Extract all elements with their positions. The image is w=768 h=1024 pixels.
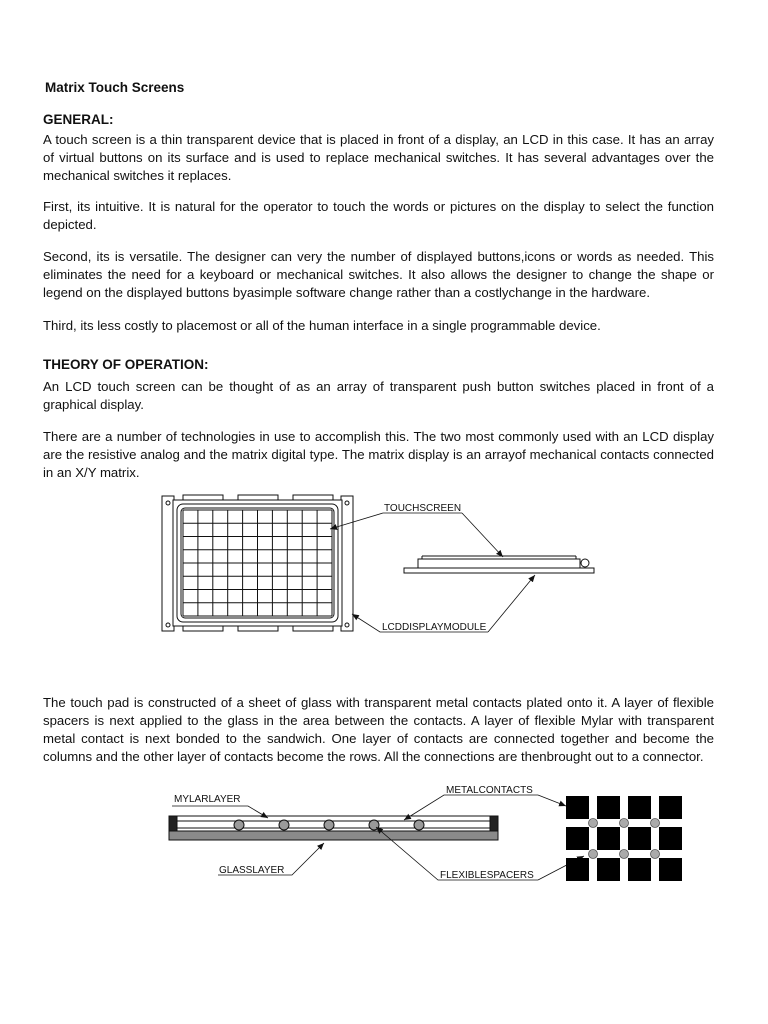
- contact-pad: [597, 827, 620, 850]
- general-paragraph-1: A touch screen is a thin transparent device that is placed in front of a display, an LCD in this case. It has an array of virtual buttons on its surface and is used to replace mechanical switches. It has several advantages over the mechanical switches it replaces.: [43, 132, 714, 183]
- contact-pad: [597, 796, 620, 819]
- theory-paragraph-2: There are a number of technologies in use to accomplish this. The two most commonly used with an LCD display are the resistive analog and the matrix digital type. The matrix display is an arrayof mechanical contacts connected in an X/Y matrix.: [43, 429, 714, 480]
- spacer-dot: [620, 850, 629, 859]
- spacer-dot: [589, 850, 598, 859]
- general-paragraph-3: Second, its is versatile. The designer can very the number of displayed buttons,icons or words as needed. This eliminates the need for a keyboard or mechanical switches. It also allows the designer to change the shape or legend on the displayed buttons byasimple software change rather than a costlychange in the hardware.: [43, 249, 714, 300]
- theory-paragraph-3: The touch pad is constructed of a sheet of glass with transparent metal contacts plated onto it. A layer of flexible spacers is next applied to the glass in the area between the contacts. A layer of flexible Mylar with transparent metal contact is next bonded to the sandwich. One layer of contacts are connected together and become the columns and the other layer of contacts become the rows. All the connections are thenbrought out to a connector.: [43, 695, 714, 764]
- metal-contacts-label: METALCONTACTS: [446, 785, 533, 796]
- touchscreen-label: TOUCHSCREEN: [384, 503, 462, 514]
- spacer-dot: [589, 819, 598, 828]
- contact-pad: [566, 858, 589, 881]
- flexible-spacers-label: FLEXIBLESPACERS: [440, 870, 534, 881]
- contact-pad: [597, 858, 620, 881]
- contact-pad: [566, 796, 589, 819]
- glass-layer: [169, 831, 498, 840]
- general-paragraph-2: First, its intuitive. It is natural for the operator to touch the words or pictures on the display to select the function depicted.: [43, 199, 714, 232]
- spacer-dot: [324, 820, 334, 830]
- mylar-layer-label: MYLARLAYER: [174, 794, 241, 805]
- theory-paragraph-1: An LCD touch screen can be thought of as an array of transparent push button switches placed in front of a graphical display.: [43, 379, 714, 412]
- page-title: Matrix Touch Screens: [45, 80, 185, 95]
- layer-stack-cross-section: [169, 816, 498, 840]
- lcd-module-label: LCDDISPLAYMODULE: [382, 622, 487, 633]
- spacer-dot: [279, 820, 289, 830]
- general-heading: GENERAL:: [43, 112, 114, 127]
- contact-pad: [566, 827, 589, 850]
- contact-pad: [659, 796, 682, 819]
- contact-pad: [628, 858, 651, 881]
- contact-pad: [628, 796, 651, 819]
- spacer-dot: [234, 820, 244, 830]
- contact-pad: [628, 827, 651, 850]
- contact-pad: [659, 827, 682, 850]
- contact-pad: [659, 858, 682, 881]
- theory-heading: THEORY OF OPERATION:: [43, 357, 209, 372]
- spacer-dot: [651, 819, 660, 828]
- glass-layer-label: GLASSLAYER: [219, 865, 285, 876]
- spacer-dot: [620, 819, 629, 828]
- general-paragraph-4: Third, its less costly to placemost or all of the human interface in a single programmable device.: [43, 318, 601, 333]
- spacer-dot: [414, 820, 424, 830]
- contact-matrix: [566, 796, 682, 881]
- spacer-dot: [651, 850, 660, 859]
